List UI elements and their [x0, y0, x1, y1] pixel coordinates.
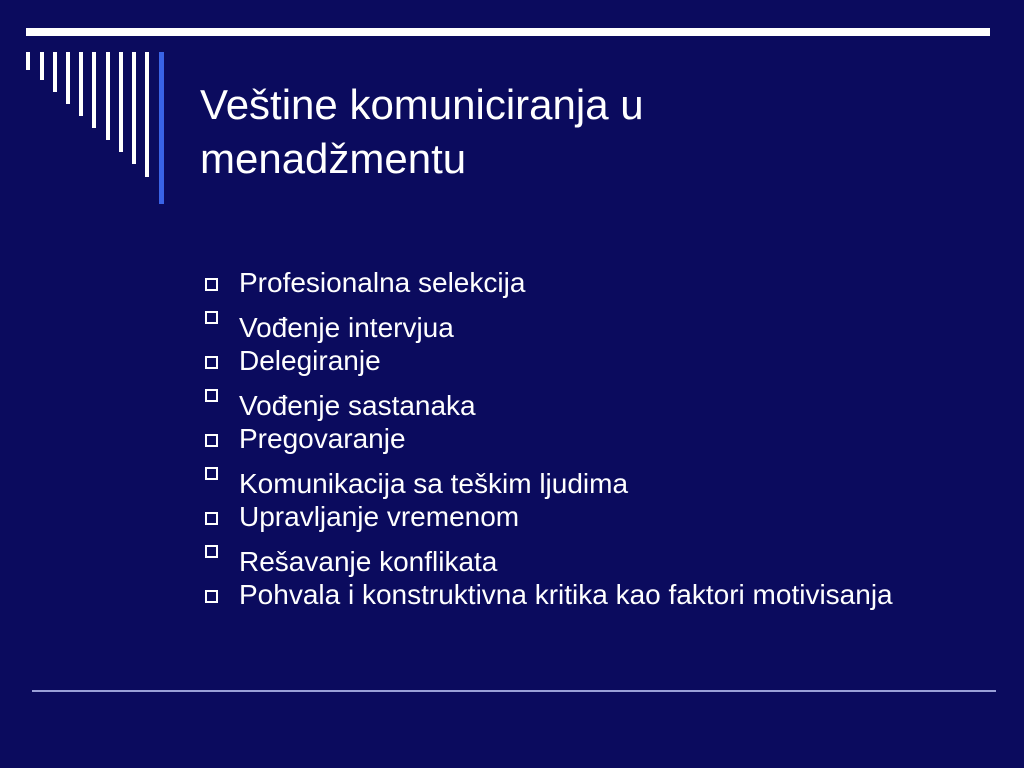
bullet-text: Delegiranje: [239, 345, 381, 376]
hollow-square-icon: [205, 389, 218, 402]
hollow-square-icon: [205, 545, 218, 558]
bullet-text: Upravljanje vremenom: [239, 501, 520, 532]
bullet-text: Profesionalna selekcija: [239, 267, 526, 298]
hollow-square-icon: [205, 278, 218, 291]
hollow-square-icon: [205, 590, 218, 603]
vertical-stripes-decoration: [0, 0, 200, 215]
bullet-text: Vođenje intervjua: [239, 312, 454, 343]
bullet-item: [204, 545, 964, 578]
bullet-item: [204, 500, 964, 533]
bullet-item: [204, 467, 964, 500]
hollow-square-icon: [205, 434, 218, 447]
bullet-item: [204, 266, 964, 299]
bullet-text: Komunikacija sa teškim ljudima: [239, 468, 629, 499]
hollow-square-icon: [205, 311, 218, 324]
bullet-item: [204, 578, 964, 611]
bullet-item: [204, 422, 964, 455]
bullet-text: Pohvala i konstruktivna kritika kao faktori motivisanja: [239, 579, 893, 610]
title-line-2: menadžmentu: [200, 135, 467, 182]
hollow-square-icon: [205, 467, 218, 480]
bullet-item: [204, 389, 964, 422]
bullet-text: Pregovaranje: [239, 423, 406, 454]
bullet-text: Vođenje sastanaka: [239, 390, 476, 421]
title-line-1: Veštine komuniciranja u: [200, 81, 644, 128]
bullet-text: Rešavanje konflikata: [239, 546, 498, 577]
bullet-list: [204, 266, 964, 611]
hollow-square-icon: [205, 356, 218, 369]
bottom-rule: [32, 690, 996, 692]
hollow-square-icon: [205, 512, 218, 525]
slide-title: [200, 78, 980, 186]
bullet-item: [204, 311, 964, 344]
bullet-item: [204, 344, 964, 377]
